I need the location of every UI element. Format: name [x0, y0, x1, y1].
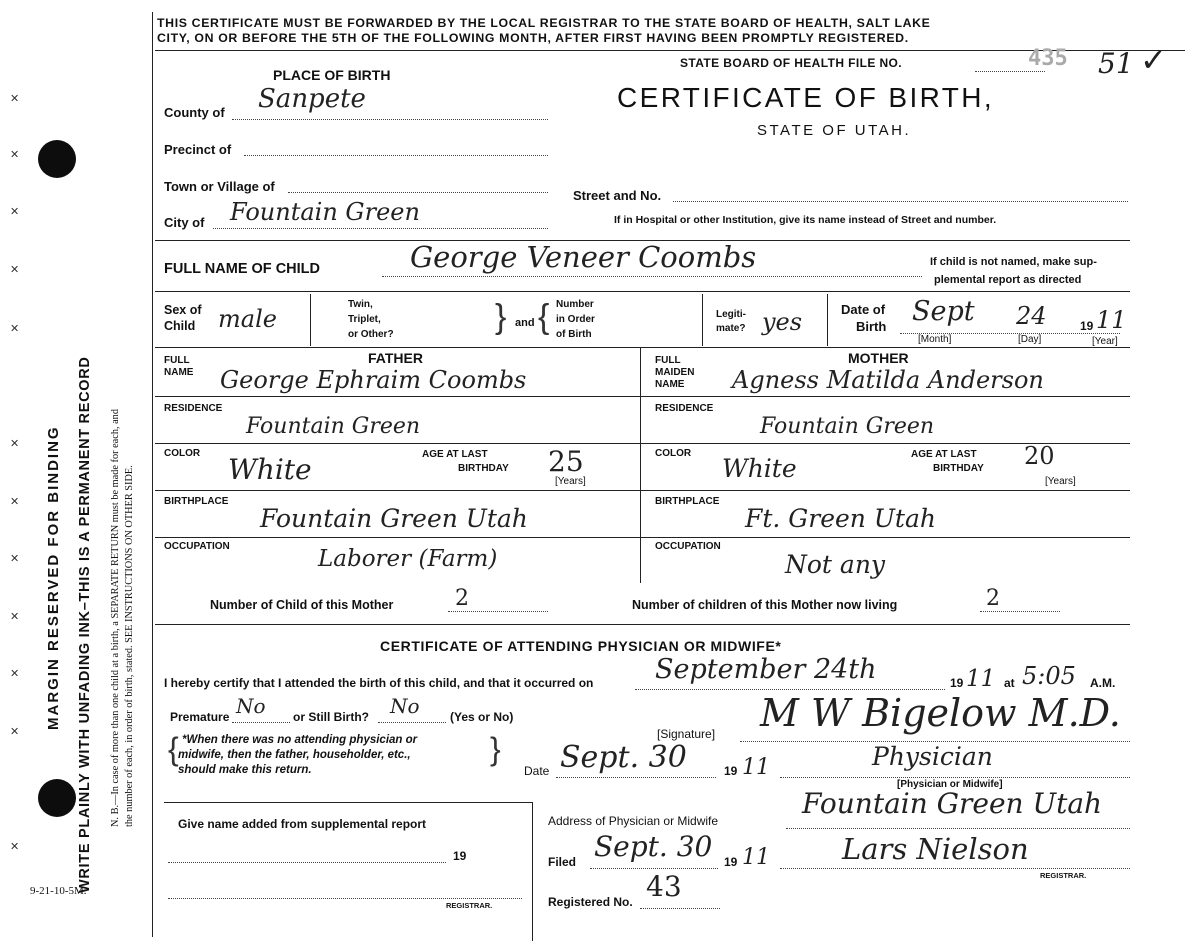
mother-full-label-line2: MAIDEN — [655, 367, 695, 378]
occurred-date-value: September 24th — [655, 654, 877, 685]
mother-occupation-value: Not any — [785, 550, 886, 579]
father-residence-value: Fountain Green — [246, 414, 421, 439]
mother-heading: MOTHER — [848, 350, 909, 366]
county-value: Sanpete — [258, 84, 366, 114]
mother-residence-label: RESIDENCE — [655, 403, 714, 414]
father-age-value: 25 — [548, 445, 584, 478]
yes-or-no-hint: (Yes or No) — [450, 710, 514, 724]
form-code: 9-21-10-5M. — [30, 885, 87, 897]
no-physician-note-line1: *When there was no attending physician or — [182, 734, 418, 746]
premature-value: No — [236, 694, 266, 718]
certificate-date-label: Date — [524, 764, 550, 778]
dob-year-prefix: 19 — [1080, 319, 1094, 333]
document-subtitle: STATE OF UTAH. — [757, 122, 912, 139]
twin-label-line2: Triplet, — [348, 314, 381, 325]
birth-time-suffix: A.M. — [1090, 676, 1116, 690]
rule — [640, 490, 1130, 491]
rule — [155, 291, 1130, 292]
city-value: Fountain Green — [230, 198, 420, 226]
file-number-handwritten: 51 — [1098, 47, 1134, 80]
mother-age-label-line1: AGE AT LAST — [911, 449, 977, 460]
place-of-birth-heading: PLACE OF BIRTH — [273, 67, 391, 83]
binding-margin-text: MARGIN RESERVED FOR BINDING — [45, 425, 62, 730]
registrar-signature: Lars Nielson — [842, 832, 1029, 866]
margin-tick: ✕ — [10, 206, 20, 218]
unnamed-note-line2: plemental report as directed — [934, 274, 1082, 286]
premature-label: Premature — [170, 710, 230, 724]
legitimate-label-line1: Legiti- — [716, 309, 746, 320]
stillbirth-value: No — [390, 694, 420, 718]
no-physician-note-line2: midwife, then the father, householder, etc., — [178, 749, 411, 761]
child-name-label: FULL NAME OF CHILD — [164, 261, 320, 277]
registered-number-value: 43 — [646, 870, 682, 903]
margin-tick: ✕ — [10, 496, 20, 508]
mother-age-value: 20 — [1024, 442, 1055, 470]
precinct-label: Precinct of — [164, 142, 232, 157]
stillbirth-label: or Still Birth? — [293, 710, 369, 724]
mother-color-label: COLOR — [655, 448, 692, 459]
margin-tick: ✕ — [10, 553, 20, 565]
county-label: County of — [164, 105, 225, 120]
precinct-line — [244, 155, 548, 156]
father-occupation-label: OCCUPATION — [164, 541, 230, 552]
mother-birthplace-label: BIRTHPLACE — [655, 496, 720, 507]
brace-icon: } — [495, 298, 507, 336]
twin-label-line1: Twin, — [348, 299, 373, 310]
day-caption: [Day] — [1018, 334, 1042, 345]
margin-tick: ✕ — [10, 611, 20, 623]
forwarding-notice-line1: THIS CERTIFICATE MUST BE FORWARDED BY THE LOCAL REGISTRAR TO THE STATE BOARD OF HEALTH, SALT LAKE — [157, 16, 931, 30]
rule — [155, 443, 640, 444]
filed-year-value: 11 — [742, 845, 770, 870]
city-label: City of — [164, 215, 205, 230]
nb-instruction-line2: the number of each, in order of birth, stated. SEE INSTRUCTIONS ON OTHER SIDE. — [124, 465, 135, 827]
parents-divider — [640, 347, 641, 583]
child-name-value: George Veneer Coombs — [410, 240, 757, 274]
birth-time-value: 5:05 — [1022, 662, 1076, 690]
town-label: Town or Village of — [164, 179, 275, 194]
mother-birthplace-value: Ft. Green Utah — [745, 504, 936, 533]
supplemental-label: Give name added from supplemental report — [178, 817, 427, 831]
registered-number-line — [640, 908, 720, 909]
supplemental-name-line — [168, 862, 446, 863]
sex-label-line1: Sex of — [164, 303, 202, 317]
child-number-line — [448, 611, 548, 612]
unnamed-note-line1: If child is not named, make sup- — [930, 256, 1097, 268]
rule — [155, 537, 640, 538]
mother-years-caption: [Years] — [1045, 476, 1076, 487]
margin-tick: ✕ — [10, 841, 20, 853]
father-residence-label: RESIDENCE — [164, 403, 223, 414]
rule — [155, 396, 640, 397]
certificate-year-value: 11 — [742, 755, 770, 780]
order-label-line2: in Order — [556, 314, 595, 325]
margin-tick: ✕ — [10, 323, 20, 335]
living-children-value: 2 — [986, 586, 1000, 611]
filed-date-line — [590, 868, 718, 869]
living-children-label: Number of children of this Mother now living — [632, 598, 898, 612]
margin-tick: ✕ — [10, 93, 20, 105]
rule — [640, 537, 1130, 538]
premature-line — [232, 722, 290, 723]
father-age-label-line2: BIRTHDAY — [458, 463, 509, 474]
rule — [640, 443, 1130, 444]
filed-year-prefix: 19 — [724, 855, 738, 869]
filed-label: Filed — [548, 855, 577, 869]
binding-hole — [38, 779, 76, 817]
certify-text: I hereby certify that I attended the birth of this child, and that it occurred on — [164, 676, 594, 690]
legitimate-value: yes — [762, 308, 803, 336]
order-label-line1: Number — [556, 299, 594, 310]
forwarding-notice-line2: CITY, ON OR BEFORE THE 5TH OF THE FOLLOWING MONTH, AFTER FIRST HAVING BEEN PROMPTLY REGISTERED. — [157, 31, 909, 45]
father-full-label-line1: FULL — [164, 355, 190, 366]
mother-color-value: White — [722, 454, 797, 483]
month-caption: [Month] — [918, 334, 952, 345]
father-years-caption: [Years] — [555, 476, 586, 487]
father-heading: FATHER — [368, 350, 423, 366]
dob-label-line2: Birth — [856, 319, 887, 334]
street-label: Street and No. — [573, 188, 662, 203]
dob-year: 11 — [1096, 306, 1127, 334]
child-number-label: Number of Child of this Mother — [210, 598, 394, 612]
physician-signature: M W Bigelow M.D. — [760, 691, 1121, 735]
no-physician-note-line3: should make this return. — [178, 764, 312, 776]
form-left-border — [152, 12, 153, 937]
margin-tick: ✕ — [10, 149, 20, 161]
order-label-line3: of Birth — [556, 329, 592, 340]
rule — [155, 490, 640, 491]
physician-role-value: Physician — [872, 742, 993, 771]
dob-label-line1: Date of — [841, 302, 886, 317]
mother-occupation-label: OCCUPATION — [655, 541, 721, 552]
registrar-signature-line — [780, 868, 1130, 869]
father-birthplace-label: BIRTHPLACE — [164, 496, 229, 507]
dob-day: 24 — [1016, 302, 1047, 330]
mother-full-label-line1: FULL — [655, 355, 681, 366]
sex-value: male — [218, 305, 277, 333]
child-name-line — [382, 276, 922, 277]
cell-divider — [827, 294, 828, 346]
file-number-label: STATE BOARD OF HEALTH FILE NO. — [680, 56, 902, 70]
brace-icon: { — [168, 731, 179, 767]
file-number-stamp: 435 — [1028, 46, 1068, 71]
father-birthplace-value: Fountain Green Utah — [260, 504, 528, 533]
mother-residence-value: Fountain Green — [760, 414, 935, 439]
father-color-value: White — [228, 453, 312, 486]
occurred-date-line — [635, 689, 945, 690]
father-name-value: George Ephraim Coombs — [220, 366, 527, 394]
at-label: at — [1004, 676, 1015, 690]
street-line — [673, 201, 1128, 202]
physician-address-value: Fountain Green Utah — [802, 787, 1103, 820]
living-children-line — [980, 611, 1060, 612]
legitimate-label-line2: mate? — [716, 323, 746, 334]
stillbirth-line — [378, 722, 446, 723]
brace-icon: { — [538, 298, 550, 336]
dob-month: Sept — [912, 296, 975, 327]
supplemental-year-prefix: 19 — [453, 849, 467, 863]
margin-tick: ✕ — [10, 668, 20, 680]
margin-tick: ✕ — [10, 726, 20, 738]
certificate-date-line — [556, 777, 716, 778]
child-number-value: 2 — [455, 586, 469, 611]
physician-address-line — [786, 828, 1130, 829]
father-color-label: COLOR — [164, 448, 201, 459]
county-line — [232, 119, 548, 120]
role-line — [780, 777, 1130, 778]
city-line — [213, 228, 548, 229]
permanent-ink-notice: WRITE PLAINLY WITH UNFADING INK–THIS IS A PERMANENT RECORD — [77, 356, 93, 893]
margin-tick: ✕ — [10, 438, 20, 450]
filed-date-value: Sept. 30 — [594, 830, 713, 863]
registered-number-label: Registered No. — [548, 895, 633, 909]
binding-margin — [0, 0, 150, 941]
father-age-label-line1: AGE AT LAST — [422, 449, 488, 460]
twin-label-line3: or Other? — [348, 329, 394, 340]
signature-label: [Signature] — [657, 727, 716, 741]
cell-divider — [702, 294, 703, 346]
margin-tick: ✕ — [10, 264, 20, 276]
physician-certificate-heading: CERTIFICATE OF ATTENDING PHYSICIAN OR MIDWIFE* — [380, 638, 782, 654]
brace-icon: } — [490, 731, 501, 767]
cell-divider — [310, 294, 311, 346]
document-title: CERTIFICATE OF BIRTH, — [617, 82, 995, 113]
certificate-year-prefix: 19 — [724, 764, 738, 778]
certificate-date-value: Sept. 30 — [560, 740, 687, 775]
occurred-year-prefix: 19 — [950, 676, 964, 690]
binding-hole — [38, 140, 76, 178]
year-caption: [Year] — [1092, 336, 1118, 347]
mother-age-label-line2: BIRTHDAY — [933, 463, 984, 474]
checkmark-icon: ✓ — [1140, 41, 1167, 79]
and-label: and — [515, 317, 535, 329]
supplemental-registrar-line — [168, 898, 522, 899]
physician-role-caption: [Physician or Midwife] — [897, 779, 1003, 790]
registrar-caption: REGISTRAR. — [1040, 871, 1087, 880]
mother-full-label-line3: NAME — [655, 379, 685, 390]
occurred-year-value: 11 — [966, 666, 996, 692]
file-number-line — [975, 71, 1045, 72]
nb-instruction-line1: N. B.—In case of more than one child at a birth, a SEPARATE RETURN must be made for each, and — [110, 409, 121, 827]
father-full-label-line2: NAME — [164, 367, 194, 378]
sex-label-line2: Child — [164, 319, 196, 333]
supplemental-registrar-caption: REGISTRAR. — [446, 901, 493, 910]
hospital-note: If in Hospital or other Institution, give its name instead of Street and number. — [614, 214, 997, 226]
rule — [155, 624, 1130, 625]
rule — [640, 396, 1130, 397]
physician-address-label: Address of Physician or Midwife — [548, 814, 719, 828]
father-occupation-value: Laborer (Farm) — [318, 546, 498, 572]
mother-name-value: Agness Matilda Anderson — [732, 366, 1044, 394]
rule — [155, 347, 1130, 348]
town-line — [288, 192, 548, 193]
